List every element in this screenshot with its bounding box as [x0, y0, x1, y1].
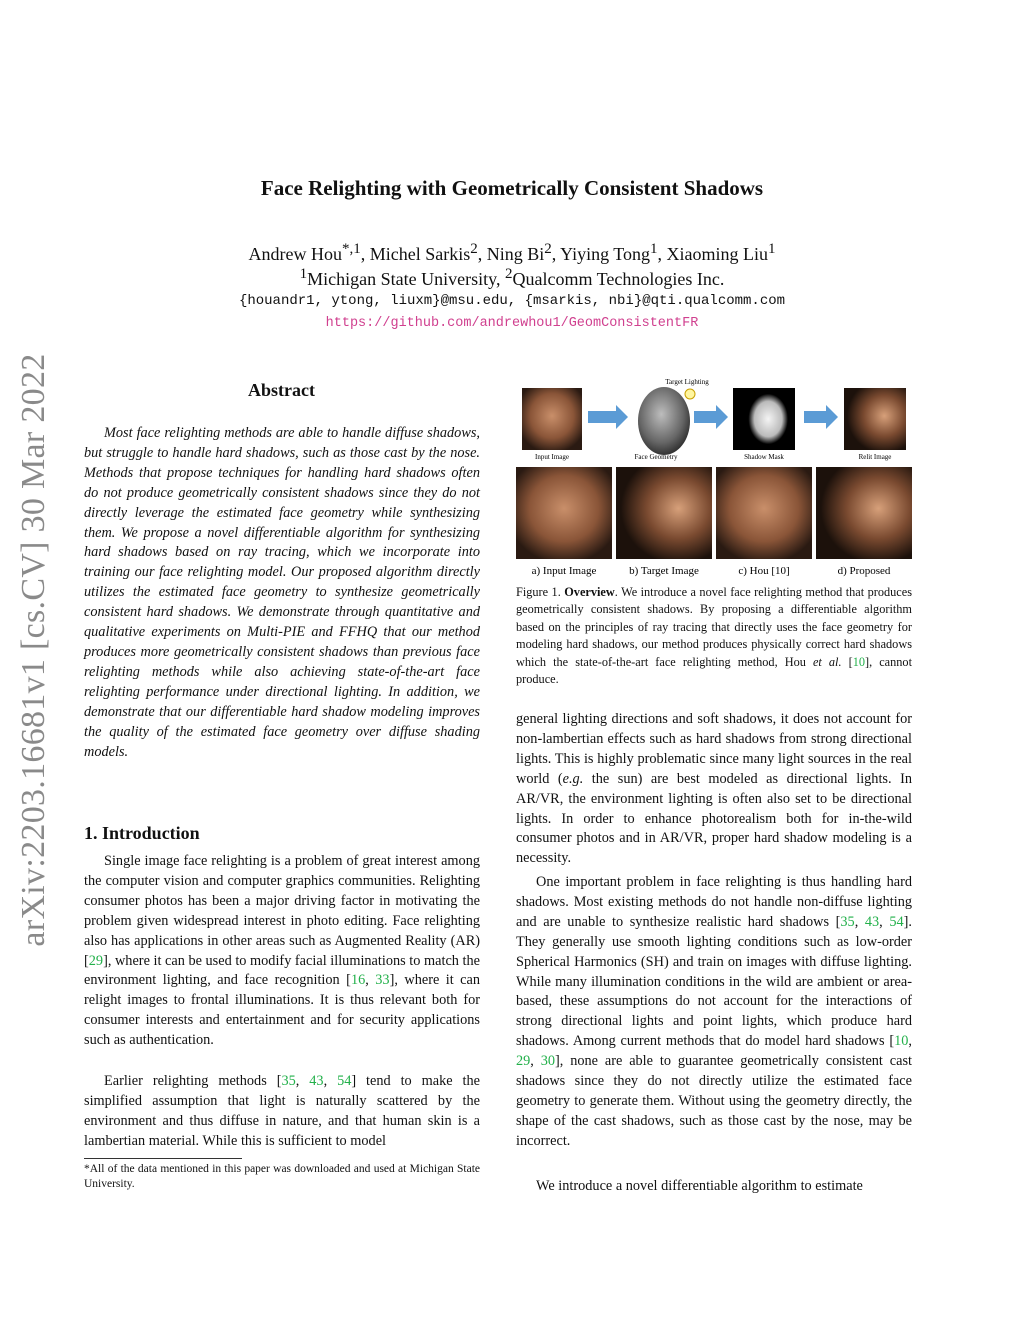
arrow-3-head [826, 405, 838, 429]
arxiv-watermark: arXiv:2203.16681v1 [cs.CV] 30 Mar 2022 [15, 353, 52, 947]
input-image-thumb [522, 388, 582, 450]
author-emails: {houandr1, ytong, liuxm}@msu.edu, {msarkis, nbi}@qti.qualcomm.com [238, 293, 786, 309]
proposed-face [816, 467, 912, 559]
label-a: a) Input Image [531, 565, 597, 577]
face-geometry-thumb [638, 387, 690, 455]
figure-1-caption: Figure 1. Overview. We introduce a novel face relighting method that produces geometrically consistent shadows. By proposing a differentiable algorithm based on the principles of ray tracing that directly uses the face geometry for modeling hard shadows, our method produces physically correct hard shadows which the state-of-the-art face relighting method, Hou et al. [10], cannot produce. [516, 585, 912, 687]
bulb-icon [685, 389, 695, 399]
footnote: *All of the data mentioned in this paper was downloaded and used at Michigan State University. [84, 1163, 480, 1190]
right-paragraph-1: general lighting directions and soft shadows, it does not account for non-lambertian effects such as hard shadows from strong directional lights. This is highly problematic since many light sources in the real world (e.g. the sun) are best modeled as directional lights. In AR/VR, the environment lighting is often also set to be directional lights. In order to enhance photorealism both for in-the-wild consumer photos and in AR/VR, proper hard shadow modeling is a necessity. [516, 711, 912, 867]
label-relit-image: Relit Image [858, 453, 892, 461]
abstract-heading: Abstract [248, 380, 315, 400]
affiliations: $^1$Michigan State University, $^2$Qualcomm Technologies Inc. [299, 266, 725, 289]
label-face-geometry: Face Geometry [634, 453, 678, 461]
arrow-3 [804, 411, 826, 423]
figure-1-graphic [516, 377, 912, 583]
github-link[interactable]: https://github.com/andrewhou1/GeomConsistentFR [325, 316, 699, 331]
arrow-2 [694, 411, 716, 423]
label-input-image: Input Image [534, 453, 570, 461]
arrow-1-head [616, 405, 628, 429]
paper-title: Face Relighting with Geometrically Consistent Shadows [260, 176, 764, 200]
right-paragraph-2: One important problem in face relighting is thus handling hard shadows. Most existing methods do not handle non-diffuse lighting and are unable to synthesize realistic hard shadows [35, 43, 54]. They generally use smooth lighting conditions such as low-order Spherical Harmonics (SH) and train on images with diffuse lighting. While many illumination conditions in the wild are ambient or area-based, these assumptions do not account for the interactions of strong directional lights and point lights, which produce hard shadows. Among current methods that do model hard shadows [10, 29, 30], none are able to guarantee geometrically consistent cast shadows since they do not directly utilize the estimated face geometry to generate them. Without using the geometry directly, the shape of the cast shadows, such as those cast by the nose, may be incorrect. [516, 874, 912, 1149]
label-b: b) Target Image [629, 565, 699, 577]
author-list: Andrew Hou$^{*,1}$, Michel Sarkis$^2$, Ning Bi$^2$, Yiying Tong$^1$, Xiaoming Liu$^1$ [248, 241, 776, 264]
arrow-2-head [716, 405, 728, 429]
label-d: d) Proposed [837, 565, 891, 577]
intro-paragraph-2: Earlier relighting methods [35, 43, 54] tend to make the simplified assumption that light is naturally scattered by the environment and thus diffuse in nature, and that human skin is a lambertian material. While this is sufficient to model [84, 1073, 480, 1149]
relit-image-thumb [844, 388, 906, 450]
input-face [516, 467, 612, 559]
target-face [616, 467, 712, 559]
figure-1 [516, 377, 912, 583]
target-lighting-label: Target Lighting [665, 378, 709, 386]
intro-heading: 1. Introduction [84, 823, 200, 843]
hou-face [716, 467, 812, 559]
label-shadow-mask: Shadow Mask [744, 453, 784, 461]
arrow-1 [588, 411, 616, 423]
abstract-text: Most face relighting methods are able to handle diffuse shadows, but struggle to handle hard shadows, such as those cast by the nose. Methods that propose techniques for handling hard shadows often do not produce geometrically consistent shadows since they do not directly leverage the estimated face geometry while synthesizing them. We propose a novel differentiable algorithm for synthesizing hard shadows based on ray tracing, which we incorporate into training our face relighting model. Our proposed algorithm directly utilizes the estimated face geometry to synthesize geometrically consistent hard shadows. We demonstrate through quantitative and qualitative experiments on Multi-PIE and FFHQ that our method produces more geometrically consistent shadows than previous face relighting methods while also achieving state-of-the-art face relighting performance under directional lighting. In addition, we demonstrate that our differentiable hard shadow modeling improves the quality of the estimated face geometry over diffuse shading models. [84, 425, 480, 760]
footnote-rule [84, 1158, 242, 1159]
intro-paragraph-1: Single image face relighting is a problem of great interest among the computer vision and computer graphics communities. Relighting consumer photos has been a major driving factor in motivating the problem given widespread interest in photo editing. Face relighting also has applications in other areas such as Augmented Reality (AR) [29], where it can be used to modify facial illuminations to match the environment lighting, and face recognition [16, 33], where it can relight images to frontal illuminations. It is thus relevant both for consumer interests and entertainment and for security applications such as authentication. [84, 853, 481, 1049]
right-paragraph-3: We introduce a novel differentiable algorithm to estimate [536, 1178, 863, 1194]
label-c: c) Hou [10] [738, 565, 790, 577]
